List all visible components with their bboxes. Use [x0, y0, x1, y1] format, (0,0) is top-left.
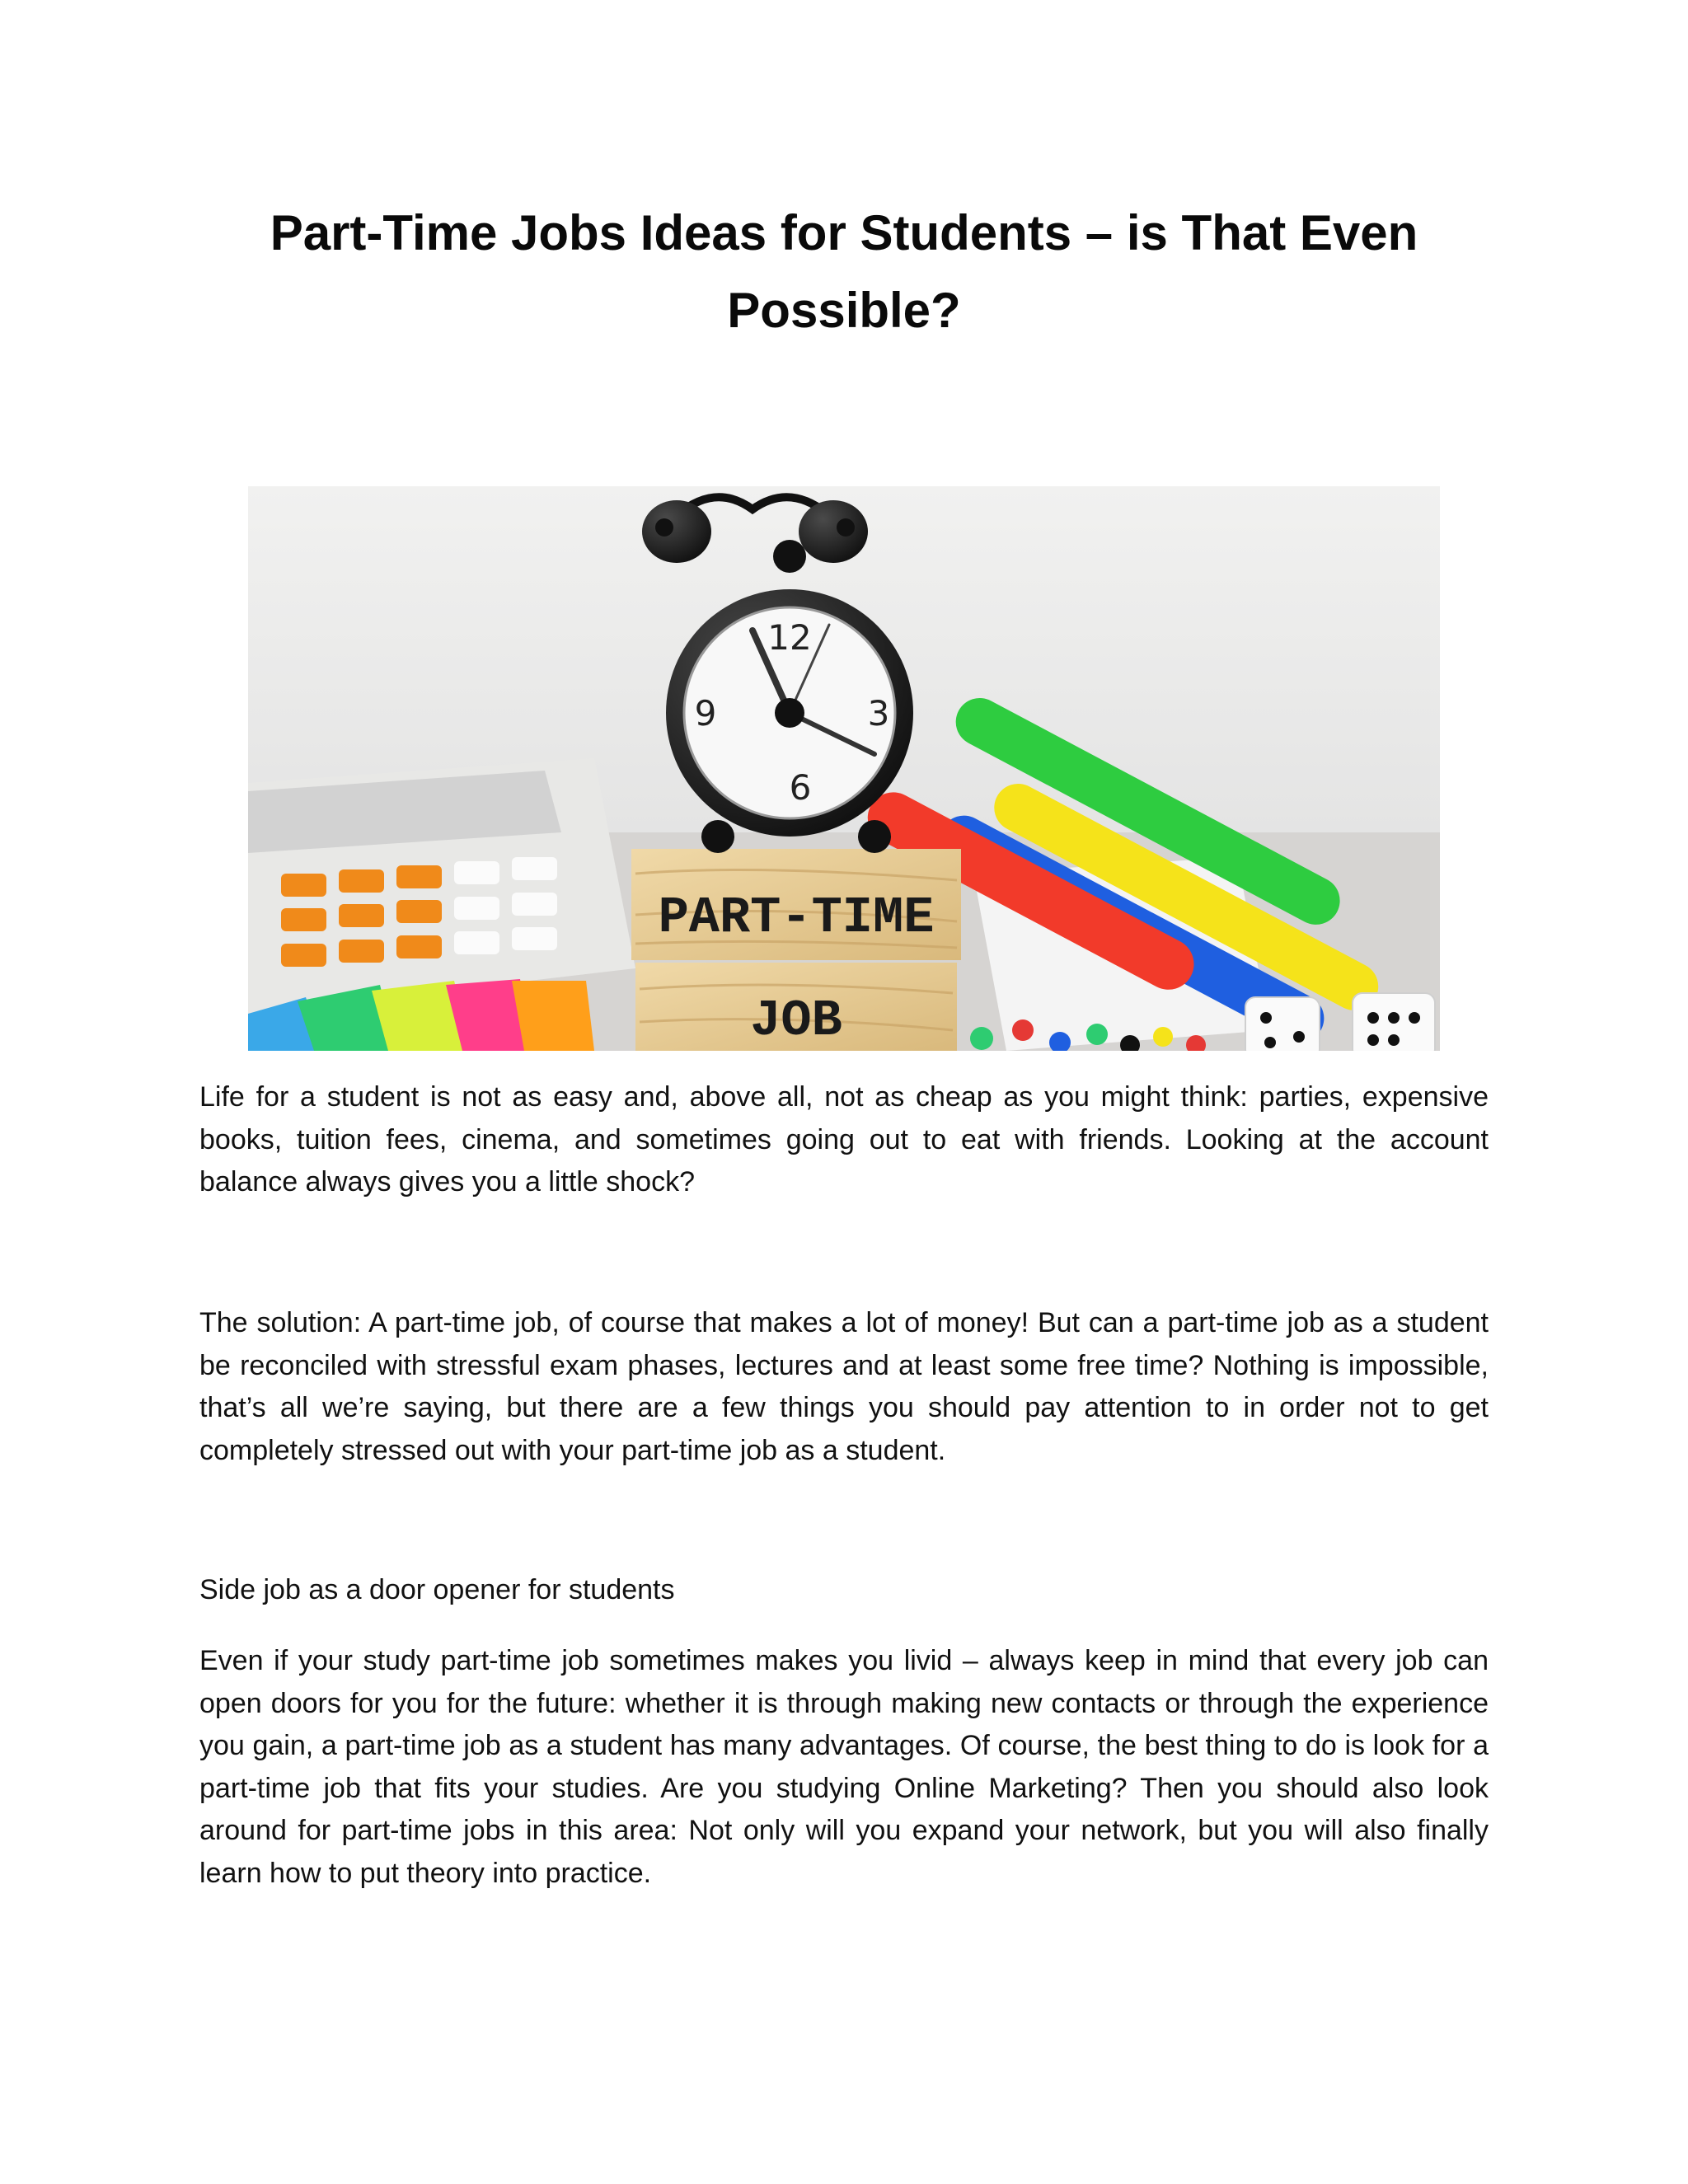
paragraph-intro: Life for a student is not as easy and, above all, not as cheap as you might think: parties, expensive books, tuition fees, cinema, and sometimes going out to eat with friends. Looking at the account balance always gives you a little shock?: [199, 1081, 1489, 1197]
hero-image: [248, 486, 1440, 1051]
block-top-label: PART-TIME: [658, 888, 935, 947]
paragraph-side-job: Even if your study part-time job sometimes makes you livid – always keep in mind that every job can open doors for you for the future: whether it is through making new contacts or through the experience you gain, a part-time job as a student has many advantages. Of course, the best thing to do is look for a part-time job that fits your studies. Are you studying Online Marketing? Then you should also look around for part-time jobs in this area: Not only will you expand your network, but you will also finally learn how to put theory into practice.: [199, 1645, 1489, 1889]
paragraph-solution: The solution: A part-time job, of course that makes a lot of money! But can a part-time job as a student be reconciled with stressful exam phases, lectures and at least some free time? Nothing is impossible, that’s all we’re saying, but there are a few things you should pay attention to in order not to get completely stressed out with your part-time job as a student.: [199, 1307, 1489, 1466]
wooden-blocks-graphic: [631, 849, 961, 1051]
clock-numeral-9: 9: [694, 693, 717, 733]
document-title: Part-Time Jobs Ideas for Students – is That Even Possible?: [270, 205, 1418, 338]
section-subheading: Side job as a door opener for students: [199, 1574, 675, 1605]
clock-numeral-12: 12: [767, 617, 812, 658]
clock-numeral-6: 6: [789, 767, 812, 808]
clock-numeral-3: 3: [867, 693, 890, 733]
block-bottom-label: JOB: [750, 991, 842, 1050]
